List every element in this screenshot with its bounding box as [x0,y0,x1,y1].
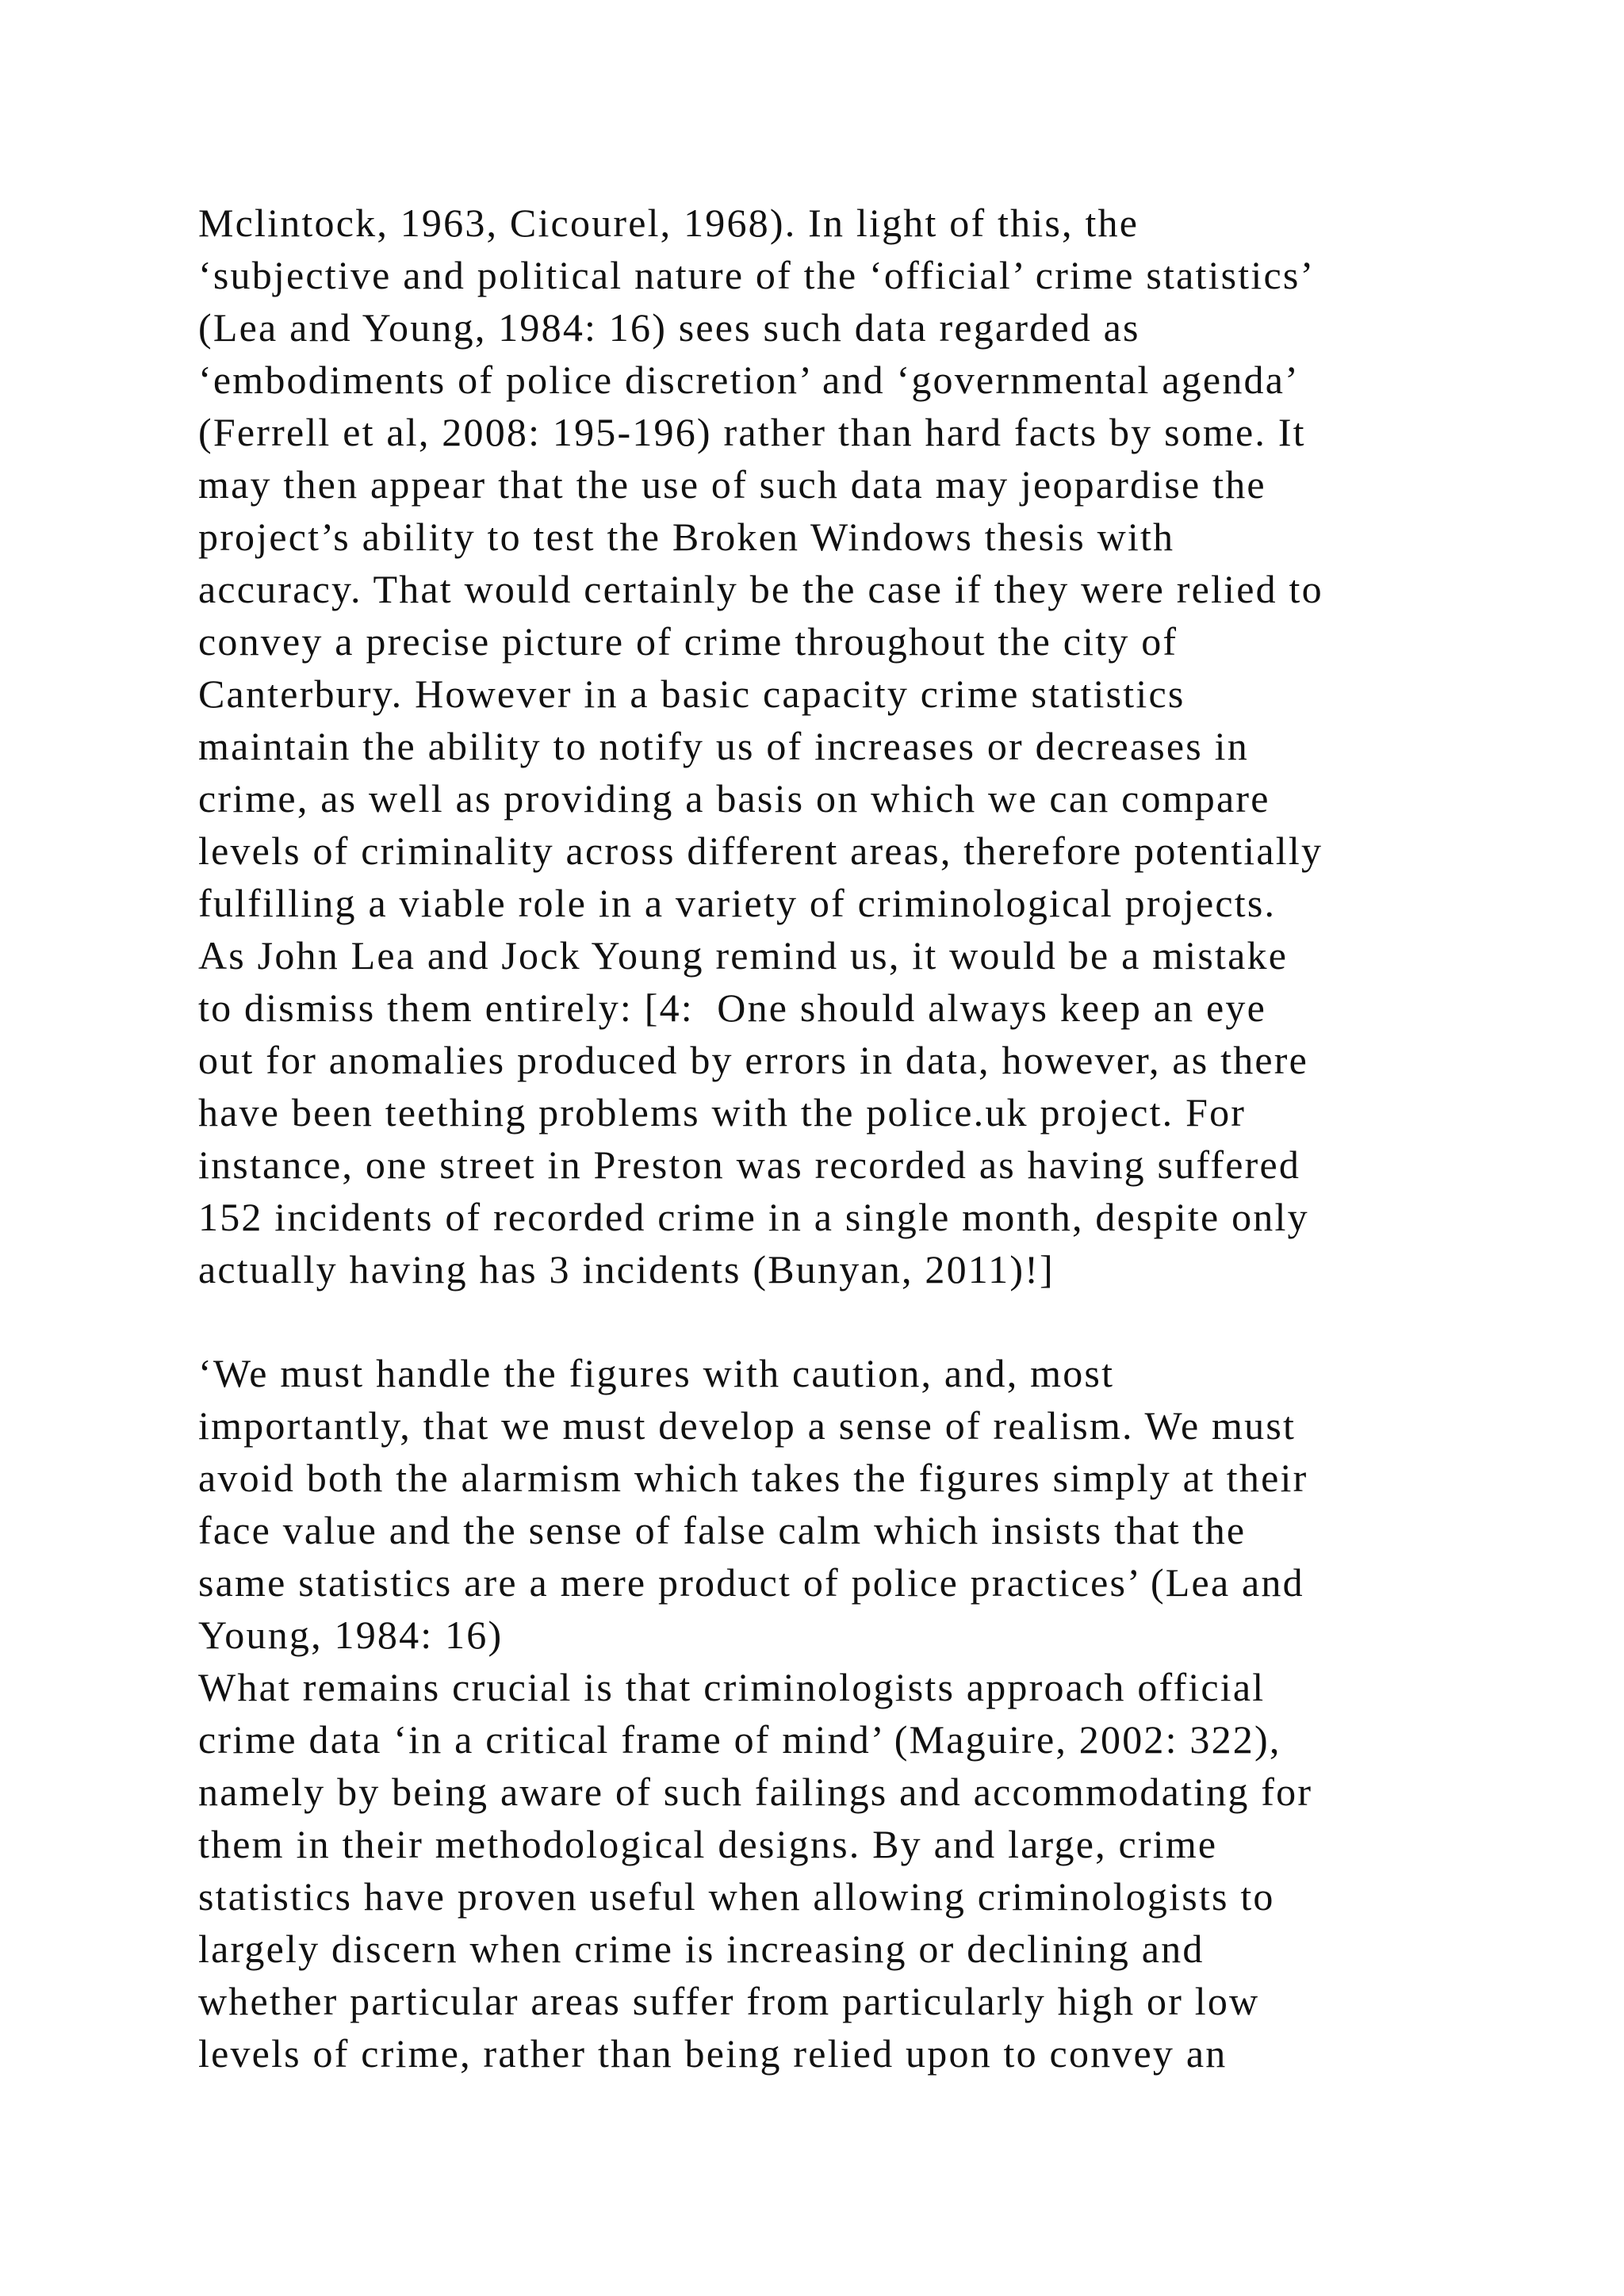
text-line: ‘We must handle the figures with caution, and, most [198,1351,1115,1395]
text-line: As John Lea and Jock Young remind us, it would be a mistake [198,933,1289,978]
text-line: levels of criminality across different areas, therefore potentially [198,828,1323,873]
text-line: whether particular areas suffer from particularly high or low [198,1979,1260,2023]
text-line: same statistics are a mere product of police practices’ (Lea and [198,1560,1304,1605]
text-line: 152 incidents of recorded crime in a single month, despite only [198,1195,1309,1239]
text-line: to dismiss them entirely: [4: One should always keep an eye [198,985,1267,1030]
text-line: statistics have proven useful when allowing criminologists to [198,1874,1275,1919]
text-line: avoid both the alarmism which takes the figures simply at their [198,1456,1308,1500]
text-line: (Ferrell et al, 2008: 195-196) rather than hard facts by some. It [198,410,1306,454]
text-line: What remains crucial is that criminologists approach official [198,1665,1266,1709]
text-line: namely by being aware of such failings and accommodating for [198,1770,1313,1814]
text-line: may then appear that the use of such data may jeopardise the [198,462,1266,507]
text-line: Mclintock, 1963, Cicourel, 1968). In light of this, the [198,201,1139,245]
text-line: out for anomalies produced by errors in data, however, as there [198,1038,1309,1082]
paragraph-1 [198,197,1515,1295]
paragraph-2 [198,1347,1515,2080]
text-line: maintain the ability to notify us of increases or decreases in [198,724,1249,768]
text-line: crime data ‘in a critical frame of mind’ (Maguire, 2002: 322), [198,1717,1281,1762]
text-line: accuracy. That would certainly be the case if they were relied to [198,567,1323,611]
text-line: fulfilling a viable role in a variety of criminological projects. [198,881,1277,925]
text-line: largely discern when crime is increasing or declining and [198,1927,1205,1971]
text-line: them in their methodological designs. By and large, crime [198,1822,1218,1866]
text-line: (Lea and Young, 1984: 16) sees such data regarded as [198,305,1140,350]
text-line: levels of crime, rather than being relied upon to convey an [198,2031,1228,2076]
text-line: convey a precise picture of crime throughout the city of [198,619,1178,664]
text-line: importantly, that we must develop a sense of realism. We must [198,1403,1297,1448]
text-line: ‘embodiments of police discretion’ and ‘governmental agenda’ [198,358,1300,402]
text-line: have been teething problems with the police.uk project. For [198,1090,1247,1135]
text-line: instance, one street in Preston was recorded as having suffered [198,1142,1301,1187]
text-line: project’s ability to test the Broken Windows thesis with [198,515,1175,559]
text-line: ‘subjective and political nature of the ‘official’ crime statistics’ [198,253,1316,297]
text-line: crime, as well as providing a basis on which we can compare [198,776,1270,821]
text-line: Young, 1984: 16) [198,1613,504,1657]
text-line: Canterbury. However in a basic capacity crime statistics [198,672,1185,716]
text-line: face value and the sense of false calm which insists that the [198,1508,1247,1552]
text-line: actually having has 3 incidents (Bunyan, 2011)!] [198,1247,1055,1292]
